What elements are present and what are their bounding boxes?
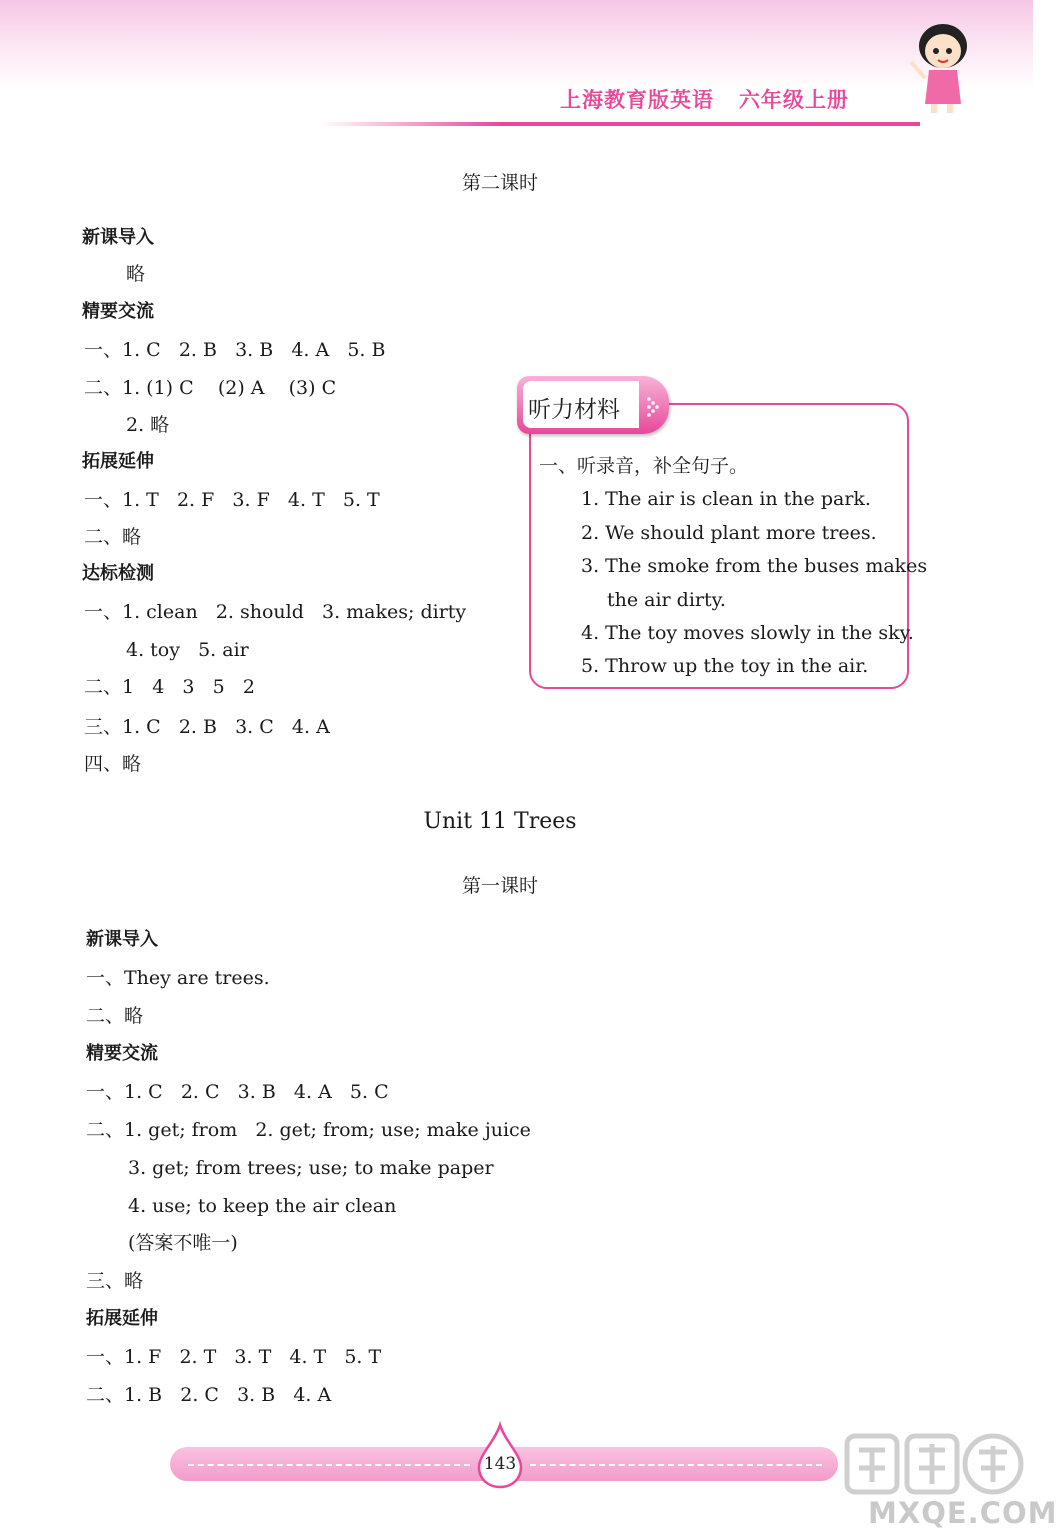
answer-line: 三、1. C 2. B 3. C 4. A [84,716,330,738]
section-heading: 拓展延伸 [82,451,154,472]
answer-line: 三、略 [86,1270,144,1292]
listening-box [529,403,909,689]
listening-sentence: the air dirty. [607,589,726,611]
listening-sentence: 3. The smoke from the buses makes [581,555,928,577]
answer-line: 二、略 [86,1005,144,1027]
book-title: 上海教育版英语 六年级上册 [560,88,849,112]
answer-line: 二、略 [84,526,142,548]
listening-label: 听力材料 [528,397,620,423]
unit-title: Unit 11 Trees [423,809,577,834]
listening-sentence: 1. The air is clean in the park. [581,488,871,510]
lesson-title: 第一课时 [461,875,538,897]
section-heading: 新课导入 [86,929,158,950]
answer-line: 四、略 [84,753,142,775]
watermark-text: MXQE.COM [868,1496,1058,1530]
section-heading: 精要交流 [86,1043,158,1064]
answer-line: 3. get; from trees; use; to make paper [128,1157,494,1179]
section-heading: 拓展延伸 [86,1308,158,1329]
answer-line: 一、1. C 2. C 3. B 4. A 5. C [86,1081,389,1103]
answer-line: 二、1. (1) C (2) A (3) C [84,377,337,399]
listening-intro: 一、听录音，补全句子。 [539,455,749,477]
lesson-title: 第二课时 [461,172,538,194]
header-divider [320,122,920,126]
answer-line: (答案不唯一) [128,1232,238,1254]
girl-mascot-icon [905,18,975,118]
dotted-chevron-icon [646,396,664,418]
section-heading: 精要交流 [82,301,154,322]
answer-line: 略 [126,263,146,285]
answer-line: 一、1. C 2. B 3. B 4. A 5. B [84,339,386,361]
answer-line: 二、1 4 3 5 2 [84,676,255,698]
answer-line: 一、1. clean 2. should 3. makes; dirty [84,601,467,623]
answer-line: 一、They are trees. [86,967,270,989]
answer-line: 4. use; to keep the air clean [128,1195,397,1217]
footer-dash-left [188,1464,470,1466]
answer-line: 2. 略 [126,414,170,436]
section-heading: 达标检测 [82,563,154,584]
header-band [0,0,1033,90]
answer-line: 二、1. B 2. C 3. B 4. A [86,1384,332,1406]
section-heading: 新课导入 [82,227,154,248]
answer-line: 一、1. F 2. T 3. T 4. T 5. T [86,1346,382,1368]
answer-line: 二、1. get; from 2. get; from; use; make juice [86,1119,531,1141]
answer-line: 一、1. T 2. F 3. F 4. T 5. T [84,489,380,511]
answer-line: 4. toy 5. air [126,639,249,661]
page-number: 143 [483,1454,517,1474]
listening-sentence: 5. Throw up the toy in the air. [581,655,869,677]
listening-sentence: 2. We should plant more trees. [581,522,877,544]
footer-dash-right [530,1464,822,1466]
listening-sentence: 4. The toy moves slowly in the sky. [581,622,914,644]
